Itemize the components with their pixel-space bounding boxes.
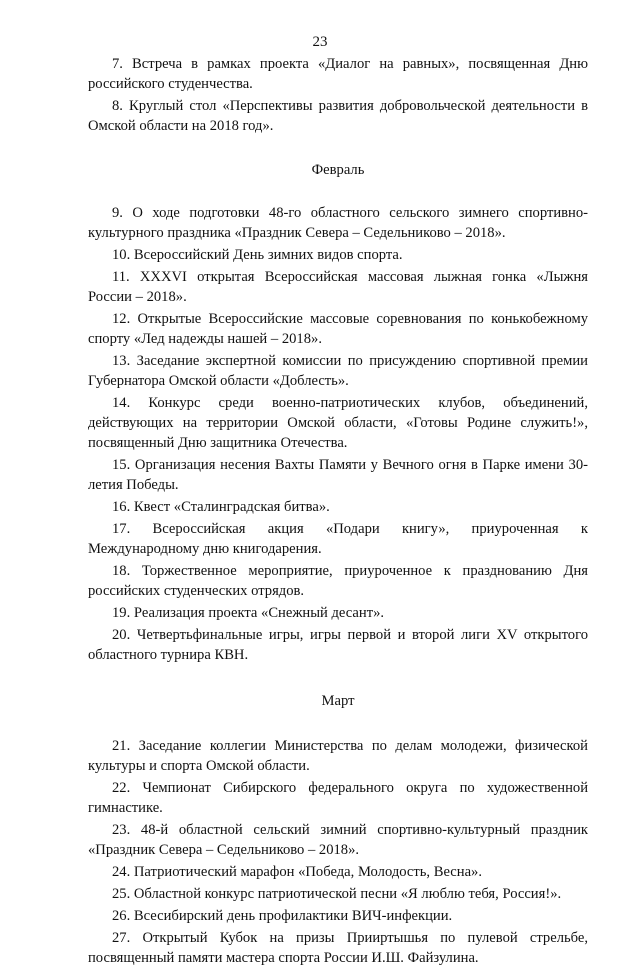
section-heading-march: Март bbox=[321, 693, 355, 709]
list-item: 24. Патриотический марафон «Победа, Молодость, Весна». bbox=[112, 864, 483, 880]
list-item: 19. Реализация проекта «Снежный десант». bbox=[112, 605, 385, 621]
list-item: 16. Квест «Сталинградская битва». bbox=[112, 499, 330, 515]
list-item: 10. Всероссийский День зимних видов спорта. bbox=[112, 247, 403, 263]
list-item: 26. Всесибирский день профилактики ВИЧ-инфекции. bbox=[112, 908, 453, 924]
list-item: 8. Круглый стол «Перспективы развития добровольческой деятельности в Омской области на 2018 год». bbox=[88, 98, 588, 134]
list-item: 15. Организация несения Вахты Памяти у Вечного огня в Парке имени 30-летия Победы. bbox=[88, 457, 588, 493]
list-item: 22. Чемпионат Сибирского федерального округа по художественной гимнастике. bbox=[88, 780, 588, 816]
list-item: 11. XXXVI открытая Всероссийская массовая лыжная гонка «Лыжня России – 2018». bbox=[88, 269, 588, 305]
list-item: 17. Всероссийская акция «Подари книгу», приуроченная к Международному дню книгодарения. bbox=[88, 521, 588, 557]
list-item: 27. Открытый Кубок на призы Прииртышья по пулевой стрельбе, посвященный памяти мастера спорта России И.Ш. Файзулина. bbox=[88, 930, 588, 966]
list-item: 20. Четвертьфинальные игры, игры первой и второй лиги XV открытого областного турнира КВН. bbox=[88, 627, 588, 663]
document-body bbox=[88, 54, 588, 970]
section-heading-february: Февраль bbox=[311, 162, 365, 178]
list-item: 23. 48-й областной сельский зимний спортивно-культурный праздник «Праздник Севера – Седельниково – 2018». bbox=[88, 822, 588, 858]
list-item: 18. Торжественное мероприятие, приуроченное к празднованию Дня российских студенческих отрядов. bbox=[88, 563, 588, 599]
list-item: 21. Заседание коллегии Министерства по делам молодежи, физической культуры и спорта Омской области. bbox=[88, 738, 588, 774]
page-number: 23 bbox=[312, 34, 328, 50]
list-item: 12. Открытые Всероссийские массовые соревнования по конькобежному спорту «Лед надежды нашей – 2018». bbox=[88, 311, 588, 347]
list-item: 14. Конкурс среди военно-патриотических клубов, объединений, действующих на территории Омской области, «Готовы Родине служить!», посвященный Дню защитника Отечества. bbox=[88, 395, 588, 451]
list-item: 7. Встреча в рамках проекта «Диалог на равных», посвященная Дню российского студенчества. bbox=[88, 56, 588, 92]
list-item: 13. Заседание экспертной комиссии по присуждению спортивной премии Губернатора Омской области «Доблесть». bbox=[88, 353, 588, 389]
list-item: 9. О ходе подготовки 48-го областного сельского зимнего спортивно-культурного праздника «Праздник Севера – Седельниково – 2018». bbox=[88, 205, 588, 241]
list-item: 25. Областной конкурс патриотической песни «Я люблю тебя, Россия!». bbox=[112, 886, 562, 902]
